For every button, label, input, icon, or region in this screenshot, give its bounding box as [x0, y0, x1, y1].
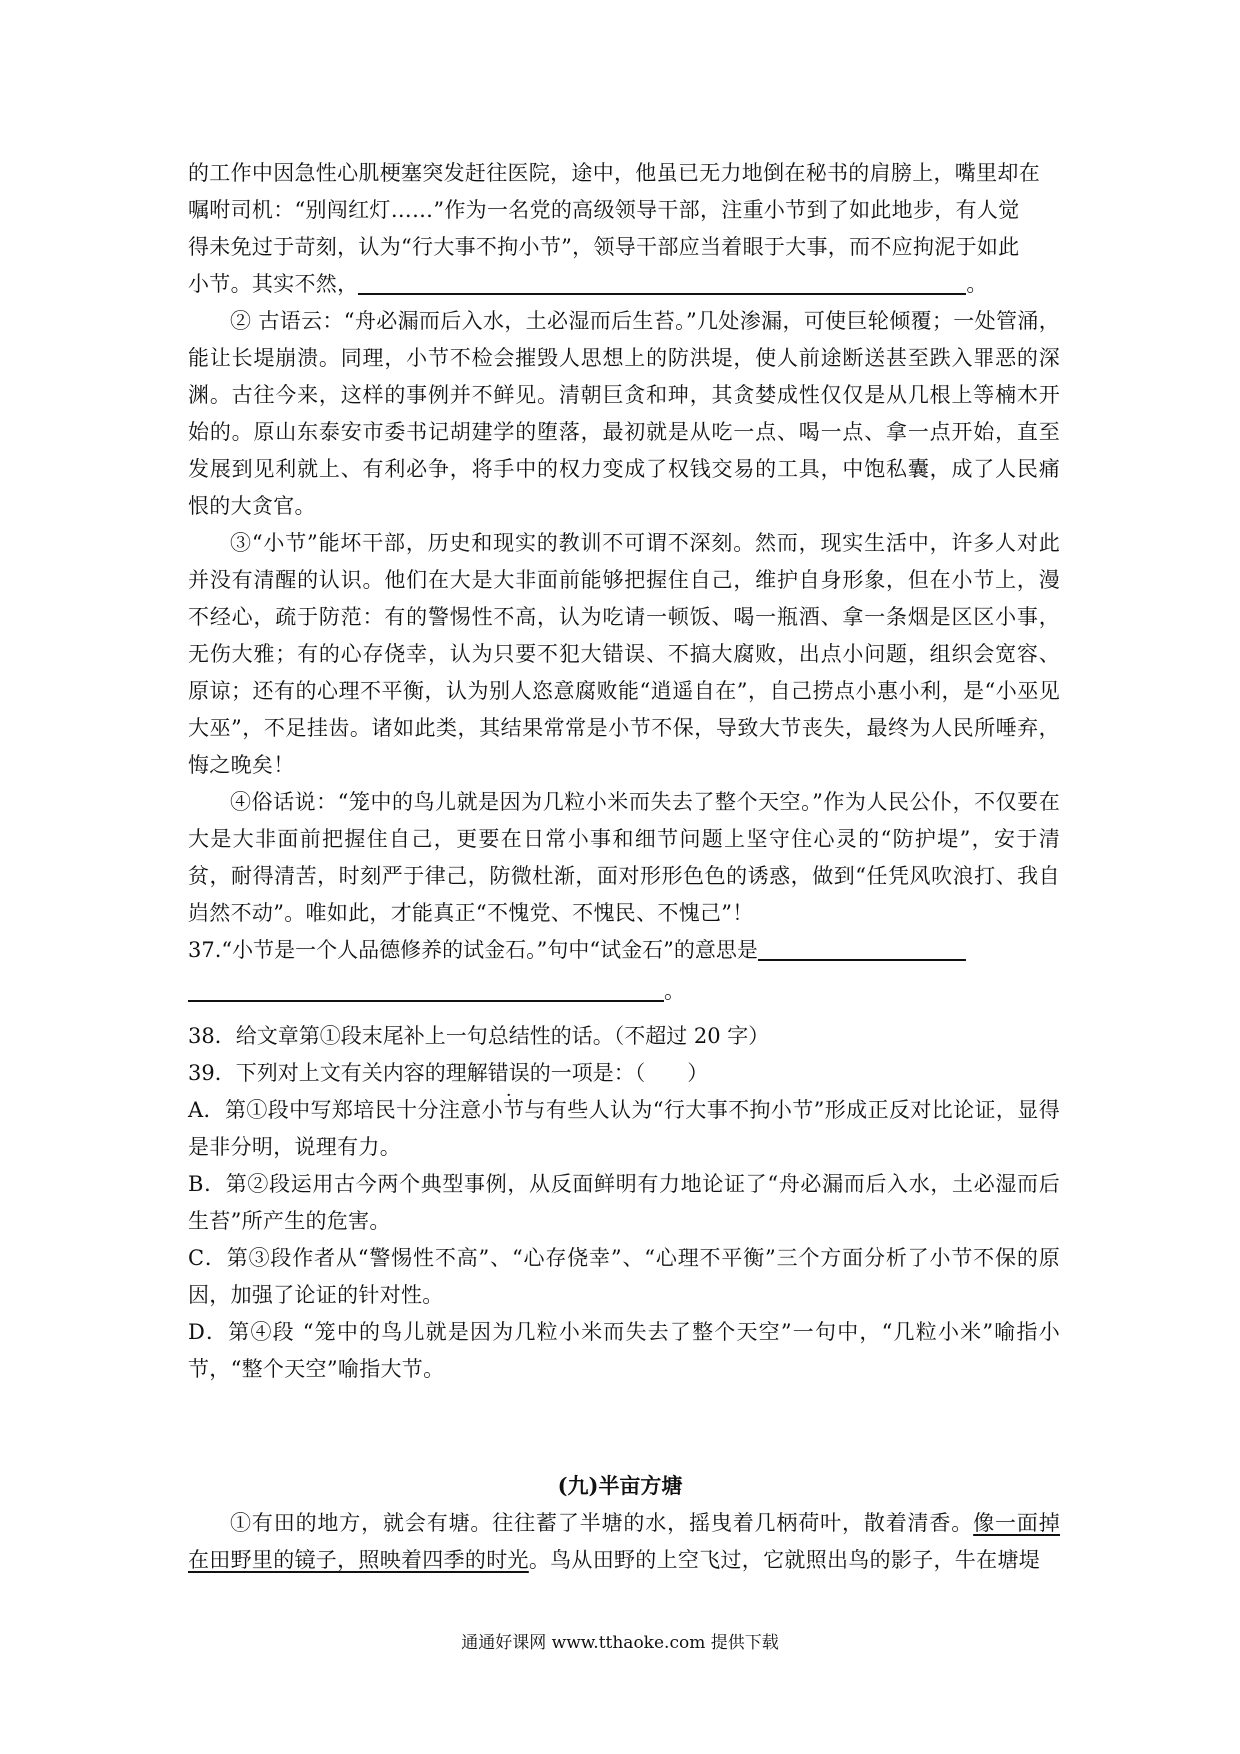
- question-37: [188, 932, 1060, 969]
- q37-text: 37.“小节是一个人品德修养的试金石。”句中“试金石”的意思是: [188, 938, 758, 962]
- article-body: [188, 155, 1060, 1388]
- para1-line2: 嘱咐司机：“别闯红灯……”作为一名党的高级领导干部，注重小节到了如此地步，有人觉: [188, 198, 1020, 222]
- q39-tail: 的一项是：（ ）: [529, 1061, 709, 1085]
- para2: ② 古语云：“舟必漏而后入水，土必湿而后生苔。”几处渗漏，可使巨轮倾覆；一处管涌，能让长堤崩溃。同理，小节不检会摧毁人思想上的防洪堤，使人前途断送甚至跌入罪恶的深渊。古往今来，这样的事例并不鲜见。清朝巨贪和珅，其贪婪成性仅仅是从几根上等楠木开始的。原山东泰安市委书记胡建学的堕落，最初就是从吃一点、喝一点、拿一点开始，直至发展到见利就上、有利必争，将手中的权力变成了权钱交易的工具，中饱私囊，成了人民痛恨的大贪官。: [188, 309, 1060, 518]
- para1-line4-text: 小节。其实不然，: [188, 272, 359, 296]
- option-d: D．第④段 “笼中的鸟儿就是因为几粒小米而失去了整个天空”一句中，“几粒小米”喻指小节，“整个天空”喻指大节。: [188, 1320, 1060, 1381]
- s9-para1-tail: 。鸟从田野的上空飞过，它就照出鸟的影子，牛在塘堤: [528, 1548, 1041, 1572]
- footer-credit: 通通好课网 www.tthaoke.com 提供下载: [461, 1633, 779, 1653]
- option-a: A．第①段中写郑培民十分注意小节与有些人认为“行大事不拘小节”形成正反对比论证，显得是非分明，说理有力。: [188, 1098, 1060, 1159]
- para1-end-mark: 。: [966, 272, 988, 296]
- answer-blank-q37a[interactable]: [758, 935, 966, 961]
- question-37-cont: [188, 973, 1060, 1010]
- section-title: (九)半亩方塘: [557, 1473, 683, 1498]
- s9-para1-text: ①有田的地方，就会有塘。往往蓄了半塘的水，摇曳着几柄荷叶，散着清香。: [230, 1511, 974, 1535]
- s9-para1: [188, 1505, 1060, 1579]
- para1-line1: 的工作中因急性心肌梗塞突发赶往医院，途中，他虽已无力地倒在秘书的肩膀上，嘴里却在: [188, 161, 1040, 185]
- question-39: [188, 1055, 1060, 1092]
- question-38: 38．给文章第①段末尾补上一句总结性的话。（不超过 20 字）: [188, 1024, 770, 1048]
- underlined-sentence: 像一面掉在田野里的镜子，照映着四季的时光: [188, 1511, 1060, 1572]
- option-c: C．第③段作者从“警惕性不高”、“心存侥幸”、“心理不平衡”三个方面分析了小节不保的原因，加强了论证的针对性。: [188, 1246, 1060, 1307]
- para3: ③“小节”能坏干部，历史和现实的教训不可谓不深刻。然而，现实生活中，许多人对此并没有清醒的认识。他们在大是大非面前能够把握住自己，维护自身形象，但在小节上，漫不经心，疏于防范：有的警惕性不高，认为吃请一顿饭、喝一瓶酒、拿一条烟是区区小事，无伤大雅；有的心存侥幸，认为只要不犯大错误、不搞大腐败，出点小问题，组织会宽容、原谅；还有的心理不平衡，认为别人恣意腐败能“逍遥自在”，自己捞点小惠小利，是“小巫见大巫”，不足挂齿。诸如此类，其结果常常是小节不保，导致大节丧失，最终为人民所唾弃，悔之晚矣！: [188, 531, 1060, 777]
- q37-end: 。: [664, 979, 685, 1003]
- para1-line3: 得未免过于苛刻，认为“行大事不拘小节”，领导干部应当着眼于大事，而不应拘泥于如此: [188, 235, 1020, 259]
- q39-text: 39．下列对上文有关内容的理解: [188, 1061, 488, 1085]
- para4: ④俗话说：“笼中的鸟儿就是因为几粒小米而失去了整个天空。”作为人民公仆，不仅要在大是大非面前把握住自己，更要在日常小事和细节问题上坚守住心灵的“防护堤”，安于清贫，耐得清苦，时刻严于律己，防微杜渐，面对形形色色的诱惑，做到“任凭风吹浪打、我自岿然不动”。唯如此，才能真正“不愧党、不愧民、不愧己”！: [188, 790, 1060, 925]
- option-b: B．第②段运用古今两个典型事例，从反面鲜明有力地论证了“舟必漏而后入水，土必湿而后生苔”所产生的危害。: [188, 1172, 1060, 1233]
- answer-blank-para1[interactable]: [358, 269, 966, 295]
- answer-blank-q37b[interactable]: [188, 976, 664, 1002]
- section-9-body: [188, 1505, 1060, 1579]
- para1-line4: [188, 266, 1060, 303]
- q39-emphasis: 错误: [487, 1061, 530, 1085]
